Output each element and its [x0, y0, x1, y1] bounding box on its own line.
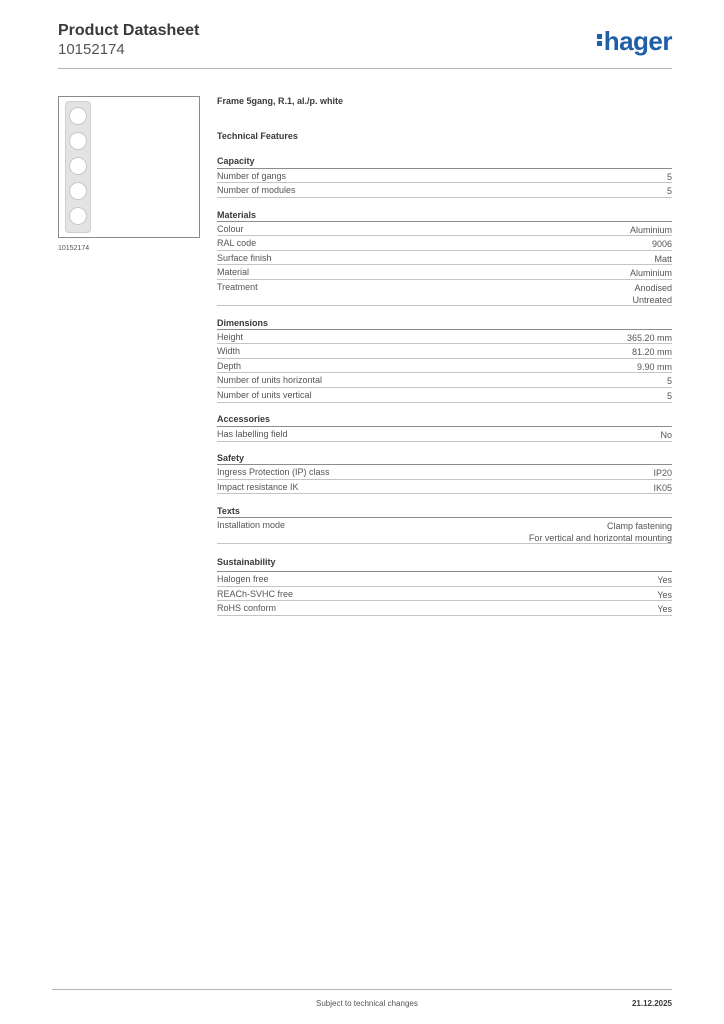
table-row [217, 373, 672, 388]
row-label: Depth [217, 361, 242, 371]
header-divider [58, 68, 672, 69]
row-label: REACh-SVHC free [217, 589, 294, 599]
row-value: 9.90 mm [636, 362, 672, 372]
row-label: Impact resistance IK [217, 482, 299, 492]
table-row [217, 251, 672, 265]
frame-opening [69, 182, 87, 200]
table-row [217, 183, 672, 198]
table-row [217, 236, 672, 251]
section-title-accessories: Accessories [217, 414, 271, 424]
footer-date: 21.12.2025 [631, 999, 672, 1008]
row-value-line: Clamp fastening [606, 521, 672, 531]
row-label: Number of units vertical [217, 390, 312, 400]
row-value: 9006 [651, 239, 672, 249]
row-value: IP20 [653, 468, 672, 478]
row-label: Treatment [217, 282, 258, 292]
table-row [217, 572, 672, 587]
table-row [217, 359, 672, 373]
row-label: RAL code [217, 238, 257, 248]
document-number: 10152174 [58, 41, 125, 58]
table-row [217, 518, 672, 544]
footer-divider [52, 989, 672, 990]
row-value [529, 520, 672, 544]
frame-5gang-illustration [65, 101, 91, 233]
table-row [217, 587, 672, 601]
table-row [217, 330, 672, 344]
footer-note: Subject to technical changes [316, 999, 418, 1008]
row-label: Number of modules [217, 185, 296, 195]
logo-text: hager [603, 26, 672, 56]
row-label: Ingress Protection (IP) class [217, 467, 330, 477]
row-value: Aluminium [629, 268, 672, 278]
section-title-dimensions: Dimensions [217, 318, 269, 328]
document-header [58, 21, 199, 59]
row-label: RoHS conform [217, 603, 277, 613]
section-title-safety: Safety [217, 453, 245, 463]
row-value: No [660, 430, 672, 440]
section-title-capacity: Capacity [217, 156, 255, 166]
row-label: Material [217, 267, 250, 277]
row-value: 81.20 mm [631, 347, 672, 357]
section-title-texts: Texts [217, 506, 240, 516]
row-label: Colour [217, 224, 244, 234]
technical-features-heading: Technical Features [217, 131, 298, 141]
frame-opening [69, 207, 87, 225]
row-value: IK05 [653, 483, 672, 493]
row-label: Height [217, 332, 244, 342]
row-value: 5 [666, 391, 672, 401]
table-row [217, 465, 672, 480]
logo-dots-icon [597, 32, 602, 48]
frame-opening [69, 157, 87, 175]
row-label: Halogen free [217, 574, 269, 584]
table-row [217, 480, 672, 494]
row-value: Yes [657, 604, 672, 614]
product-image [58, 96, 200, 238]
table-row [217, 222, 672, 236]
product-name: Frame 5gang, R.1, al./p. white [217, 96, 344, 106]
section-title-materials: Materials [217, 210, 257, 220]
row-label: Width [217, 346, 241, 356]
row-value: Yes [657, 590, 672, 600]
row-value: Matt [654, 254, 672, 264]
hager-logo [597, 26, 672, 56]
row-label: Installation mode [217, 520, 286, 530]
row-label: Surface finish [217, 253, 272, 263]
row-value [632, 282, 672, 306]
row-value: Aluminium [629, 225, 672, 235]
table-row [217, 427, 672, 442]
section-title-sustainability: Sustainability [217, 557, 276, 567]
row-label: Has labelling field [217, 429, 288, 439]
row-value-line: For vertical and horizontal mounting [528, 533, 672, 543]
image-caption: 10152174 [58, 245, 90, 252]
row-value: 365.20 mm [626, 333, 672, 343]
frame-opening [69, 132, 87, 150]
table-row [217, 265, 672, 280]
row-value: 5 [666, 172, 672, 182]
document-title: Product Datasheet [58, 22, 200, 39]
row-value-line: Anodised [634, 283, 672, 293]
row-value-line: Untreated [632, 295, 672, 305]
table-row [217, 344, 672, 359]
table-row [217, 169, 672, 183]
frame-opening [69, 107, 87, 125]
table-row [217, 601, 672, 616]
row-value: 5 [666, 376, 672, 386]
table-row [217, 388, 672, 403]
row-value: Yes [657, 575, 672, 585]
table-row [217, 280, 672, 306]
row-value: 5 [666, 186, 672, 196]
row-label: Number of gangs [217, 171, 287, 181]
row-label: Number of units horizontal [217, 375, 323, 385]
